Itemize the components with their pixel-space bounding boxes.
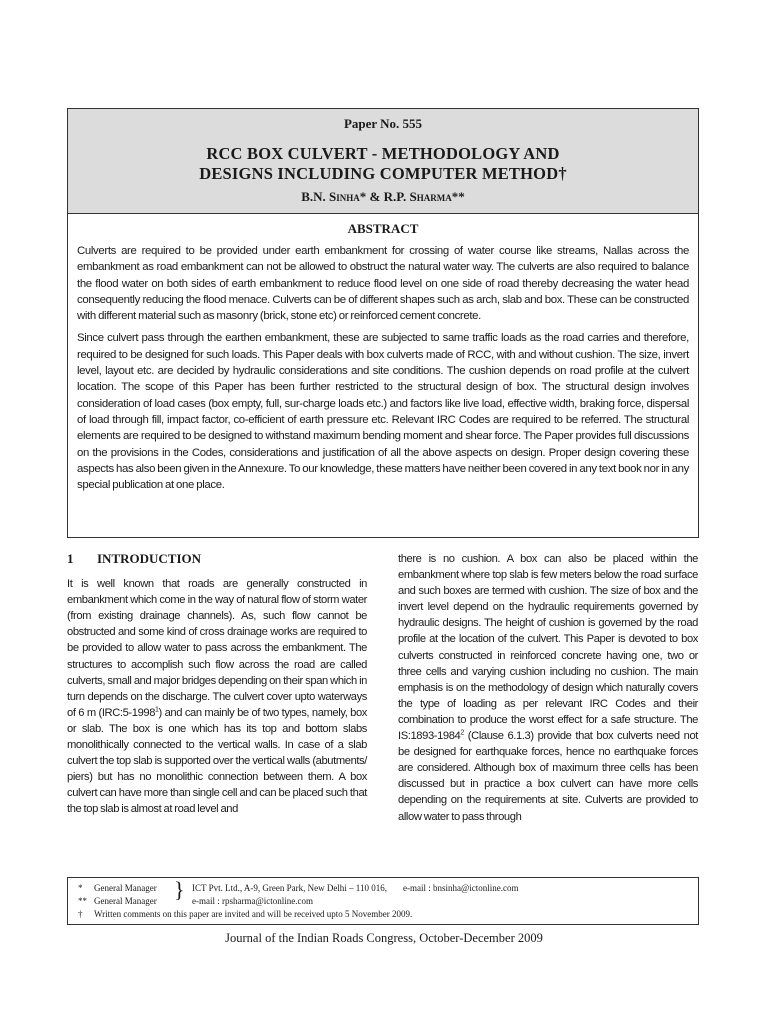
introduction-left-column [67, 551, 367, 818]
footnote-role-2: General Manager [94, 896, 157, 906]
abstract-box [67, 213, 699, 538]
citation-1: 1 [155, 706, 159, 714]
introduction-paragraph-right [398, 551, 698, 825]
footnote-mark-3: † [78, 909, 83, 919]
authors [68, 189, 698, 205]
journal-footer: Journal of the Indian Roads Congress, October-December 2009 [225, 931, 543, 945]
footnote-row-1 [78, 882, 174, 895]
footnote-mark-1: * [78, 883, 83, 893]
footnote-row-2 [78, 895, 174, 908]
citation-2: 2 [460, 729, 464, 737]
footnote-box [67, 877, 699, 925]
author-1-mark: * & [359, 189, 384, 204]
footnote-comments [78, 908, 688, 921]
footnote-role-1: General Manager [94, 883, 157, 893]
abstract-heading: ABSTRACT [347, 221, 419, 236]
abstract-paragraph-1: Culverts are required to be provided under earth embankment for crossing of water course like streams, Nallas across the embankment as road embankment can not be allowed to obstruct the natural water way. The culverts are also required to balance the flood water on both sides of earth embankment to reduce flood level on one side of road thereby decreasing the water head consequently reducing the flood menace. Culverts can be of different shapes such as arch, slab and box. These can be constructed with different material such as masonry (brick, stone etc) or reinforced cement concrete. [77, 245, 689, 323]
footnote-comments-text: Written comments on this paper are invited and will be received upto 5 November 2009. [94, 909, 413, 919]
author-2-mark: ** [451, 189, 465, 204]
footnote-company: ICT Pvt. Ltd., A-9, Green Park, New Delhi – 110 016, [192, 883, 387, 893]
author-2-initials: R.P. [383, 189, 410, 204]
author-1-initials: B.N. [301, 189, 330, 204]
intro-right-text-a: there is no cushion. A box can also be placed within the embankment where top slab is few meters below the road surface and such boxes are termed with cushion. The size of box and the invert level depend on the hydraulic requirements governed by hydraulic designs. The height of cushion is governed by the road profile at the location of the culvert. This Paper is devoted to box culverts constructed in reinforced concrete having one, two or three cells and varying cushion including no cushion. The main emphasis is on the methodology of design which naturally covers the type of loading as per relevant IRC Codes and their combination to produce the worst effect for a safe structure. The IS:1893-1984 [398, 553, 698, 743]
introduction-paragraph-left [67, 576, 367, 817]
abstract-paragraph-2: Since culvert pass through the earthen embankment, these are subjected to same traffic loads as the road carries and therefore, required to be designed for such loads. This Paper deals with box culverts made of RCC, with and without cushion. The size, invert level, layout etc. are decided by hydraulic considerations and site conditions. The cushion depends on road profile at the culvert location. The scope of this Paper has been further restricted to the structural design of box. The structural design involves consideration of load cases (box empty, full, sur-charge loads etc.) and factors like live load, effective width, braking force, dispersal of load through fill, impact factor, co-efficient of earth pressure etc. Relevant IRC Codes are required to be referred. The structural elements are required to be designed to withstand maximum bending moment and shear force. The Paper provides full discussions on the provisions in the Codes, considerations and justification of all the above aspects on design. Proper design covering these aspects has also been given in the Annexure. To our knowledge, these matters have neither been covered in any text book nor in any special publication at one place. [77, 332, 689, 492]
footnote-affiliation-line-2 [192, 895, 688, 908]
author-2-surname: Sharma [409, 189, 452, 204]
paper-title [68, 144, 698, 184]
intro-right-text-b: (Clause 6.1.3) provide that box culverts need not be designed for earthquake forces, hence no earthquake forces are considered. Although box of maximum three cells has been discussed but in practice a box culvert can have more cells depending on the requirements at site. Culverts are provided to allow water to pass through [398, 730, 698, 823]
section-number: 1 [67, 551, 74, 566]
footnote-brace: } [174, 877, 185, 902]
paper-header-box [67, 108, 699, 214]
footnote-email-2: e-mail : rpsharma@ictonline.com [192, 896, 313, 906]
intro-left-text-a: It is well known that roads are generally constructed in embankment which come in the way of natural flow of storm water (from existing drainage channels). As, such flow cannot be obstructed and some kind of cross drainage works are required to be provided to allow water to pass across the embankment. The structures to accomplish such flow across the road are called culverts, small and major bridges depending on their span which in turn depends on the discharge. The culvert cover upto waterways of 6 m (IRC:5-1998 [67, 578, 367, 719]
intro-left-text-b: ) and can mainly be of two types, namely, box or slab. The box is one which has its top and bottom slabs monolithically connected to the vertical walls. In case of a slab culvert the top slab is supported over the vertical walls (abutments/ piers) but has no monolithic connection between them. A box culvert can have more than single cell and can be placed such that the top slab is almost at road level and [67, 706, 367, 816]
author-1-surname: Sinha [329, 189, 360, 204]
introduction-right-column [398, 551, 698, 825]
footnote-email-1: e-mail : bnsinha@ictonline.com [402, 883, 519, 893]
section-title: INTRODUCTION [97, 551, 202, 566]
footnote-authors [78, 877, 688, 908]
footnote-mark-2: ** [78, 896, 87, 906]
footnote-affiliation-line-1 [192, 882, 688, 895]
paper-title-line-2: DESIGNS INCLUDING COMPUTER METHOD† [199, 164, 567, 183]
paper-number: Paper No. 555 [343, 116, 423, 131]
section-heading-introduction [67, 551, 367, 567]
footnote-author-roles [78, 882, 174, 908]
footnote-affiliation [192, 882, 688, 908]
paper-title-line-1: RCC BOX CULVERT - METHODOLOGY AND [206, 144, 560, 163]
